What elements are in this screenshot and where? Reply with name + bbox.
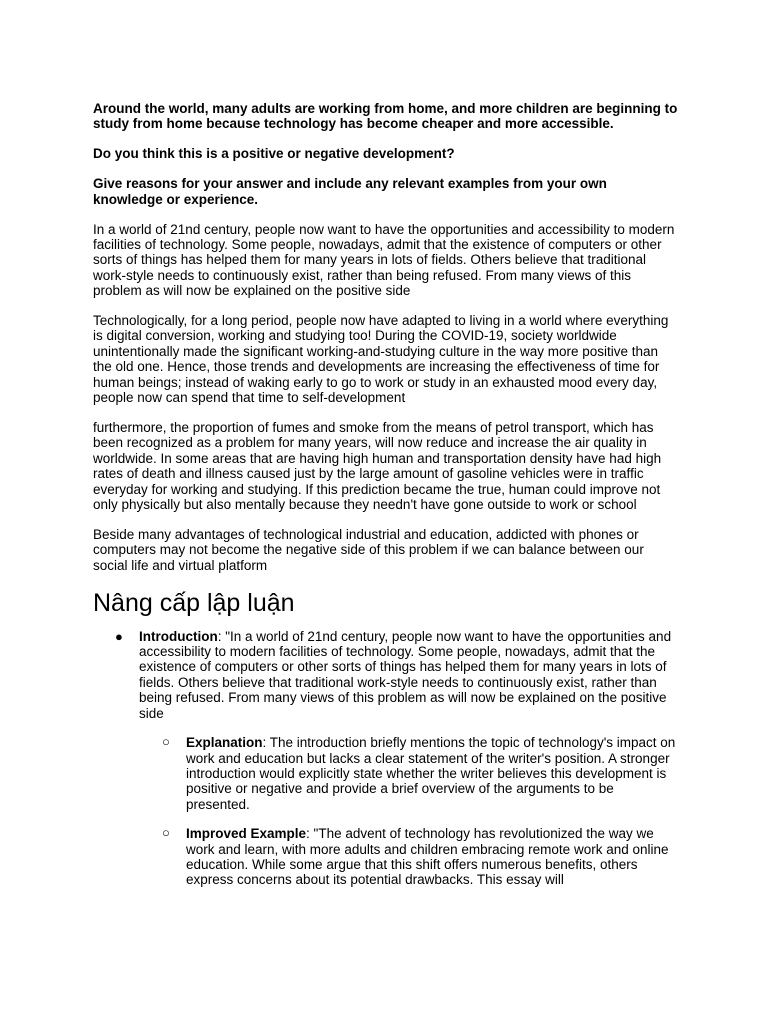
essay-paragraph-4: Beside many advantages of technological industrial and education, addicted with phones or computers may not become the negative side of this problem if we can balance between our social life and virtual platform: [93, 526, 644, 573]
explanation-label: Explanation: [186, 735, 263, 751]
improved-example-text: : "The advent of technology has revolutionized the way we work and learn, with more adults and children embracing remote work and online education. While some argue that this shift offers numerous benefits, others express concerns about its potential drawbacks. This essay will: [186, 826, 669, 888]
improved-example-label: Improved Example: [186, 826, 307, 842]
bullet-circle-icon: ○: [162, 734, 170, 750]
prompt-question: Do you think this is a positive or negative development?: [93, 146, 455, 162]
essay-paragraph-3: furthermore, the proportion of fumes and smoke from the means of petrol transport, which has been recognized as a problem for many years, will now reduce and increase the air quality in worldwide. In some areas that are having high human and transportation density have had high rates of death and illness caused just by the large amount of gasoline vehicles were in traffic everyday for working and studying. If this prediction became the true, human could improve not only physically but also mentally because they needn't have gone outside to work or school: [93, 420, 662, 513]
improved-example-item: [162, 825, 678, 888]
essay-paragraph-1: In a world of 21nd century, people now want to have the opportunities and accessibility to modern facilities of technology. Some people, nowadays, admit that the existence of computers or other sorts of things has helped them for many years in lots of fields. Others believe that traditional work-style needs to continuously exist, rather than being refused. From many views of this problem as will now be explained on the positive side: [93, 221, 675, 299]
introduction-text: : "In a world of 21nd century, people now want to have the opportunities and accessibility to modern facilities of technology. Some people, nowadays, admit that the existence of computers or other sorts of things has helped them for many years in lots of fields. Others believe that traditional work-style needs to continuously exist, rather than being refused. From many views of this problem as will now be explained on the positive side: [139, 628, 672, 721]
document-page: [93, 101, 678, 902]
analysis-list: [93, 629, 678, 888]
section-heading: Nâng cấp lập luận: [93, 588, 295, 617]
essay-paragraph-2: Technologically, for a long period, people now have adapted to living in a world where everything is digital conversion, working and studying too! During the COVID-19, society worldwide unintentionally made the significant working-and-studying culture in the way more positive than the old one. Hence, those trends and developments are increasing the effectiveness of time for human beings; instead of waking early to go to work or study in an exhausted mood every day, people now can spend that time to self-development: [93, 313, 669, 406]
bullet-circle-icon: ○: [162, 825, 170, 841]
bullet-dot-icon: ●: [115, 628, 123, 644]
explanation-text: : The introduction briefly mentions the topic of technology's impact on work and education but lacks a clear statement of the writer's position. A stronger introduction would explicitly state whether the writer believes this development is positive or negative and provide a brief overview of the arguments to be presented.: [186, 735, 676, 812]
introduction-sublist: [139, 735, 678, 888]
prompt-instruction: Give reasons for your answer and include any relevant examples from your own knowledge or experience.: [93, 176, 607, 207]
introduction-label: Introduction: [139, 628, 218, 644]
introduction-item: [115, 628, 678, 888]
prompt-statement: Around the world, many adults are working from home, and more children are beginning to study from home because technology has become cheaper and more accessible.: [93, 101, 678, 132]
explanation-item: [162, 734, 678, 812]
